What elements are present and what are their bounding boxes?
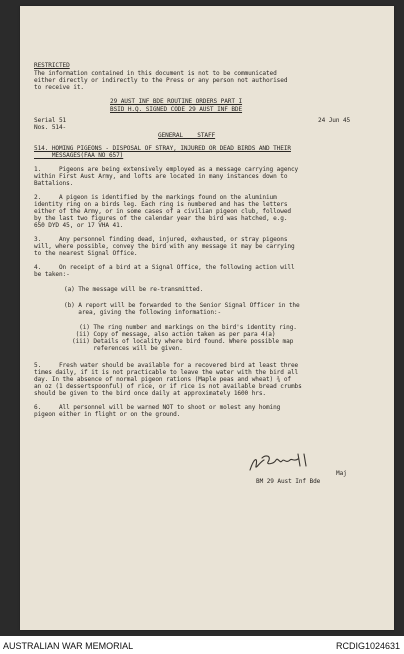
restricted-heading: RESTRICTED (34, 62, 70, 69)
para4b-item-iii: (iii) Details of locality where bird found. Where possible map (72, 338, 294, 345)
serial-number: Serial 51 (34, 117, 67, 124)
para1-line-3: Battalions. (34, 180, 74, 187)
para1-line-2: within First Aust Army, and lofts are located in many instances down to (34, 173, 288, 180)
para1-line-1: 1. Pigeons are being extensively employed as a message carrying agency (34, 166, 299, 173)
para5-line-4: an oz (1 dessertspoonful) of rice, or if rice is not available bread crumbs (34, 383, 302, 390)
document-page (20, 6, 394, 630)
para4-line-2: be taken:- (34, 271, 70, 278)
para5-line-3: day. In the absence of normal pigeon rations (Maple peas and wheat) ¾ of (34, 376, 291, 383)
para5-line-2: times daily, if it is not practicable to leave the water with the bird all (34, 369, 299, 376)
header-line-1: 29 AUST INF BDE ROUTINE ORDERS PART I (110, 98, 243, 105)
para2-line-3: either of the Army, or in some cases of a civilian pigeon club, followed (34, 208, 291, 215)
para2-line-4: by the last two figures of the calendar year the bird was hatched, e.g. (34, 215, 288, 222)
order-date: 24 Jun 45 (318, 117, 351, 124)
para4b-item-iii-cont: references will be given. (72, 345, 183, 352)
footer-archive-name: AUSTRALIAN WAR MEMORIAL (3, 641, 134, 651)
para5-line-5: should be given to the bird once daily at approximately 1600 hrs. (34, 390, 266, 397)
para4b-item-i: (i) The ring number and markings on the bird's identity ring. (72, 324, 297, 331)
para2-line-2: identity ring on a birds leg. Each ring is numbered and has the letters (34, 201, 288, 208)
para6-line-1: 6. All personnel will be warned NOT to shoot or molest any homing (34, 404, 281, 411)
nos-number: Nos. 514- (34, 124, 67, 131)
para6-line-2: pigeon either in flight or on the ground. (34, 411, 181, 418)
item-title-1: 514. HOMING PIGEONS - DISPOSAL OF STRAY, INJURED OR DEAD BIRDS AND THEIR (34, 145, 291, 152)
para3-line-2: will, where possible, convey the bird with any message it may be carrying (34, 243, 295, 250)
header-line-2: BSID H.Q. SIGNED CODE 29 AUST INF BDE (110, 106, 243, 113)
section-heading: GENERAL STAFF (158, 132, 216, 139)
notice-line-1: The information contained in this document is not to be communicated (34, 70, 277, 77)
handwritten-signature (246, 452, 316, 474)
para3-line-1: 3. Any personnel finding dead, injured, exhausted, or stray pigeons (34, 236, 288, 243)
notice-line-3: to receive it. (34, 84, 84, 91)
signature-rank: Maj (336, 470, 347, 477)
para4b-line-2: area, giving the following information:- (64, 309, 222, 316)
para4a: (a) The message will be re-transmitted. (64, 286, 204, 293)
archive-footer (0, 637, 404, 654)
para4-line-1: 4. On receipt of a bird at a Signal Office, the following action will (34, 264, 295, 271)
signature-unit: BM 29 Aust Inf Bde (256, 478, 321, 485)
para5-line-1: 5. Fresh water should be available for a recovered bird at least three (34, 362, 299, 369)
para4b-item-ii: (ii) Copy of message, also action taken as per para 4(a) (72, 331, 276, 338)
footer-record-id: RCDIG1024631 (335, 641, 400, 651)
para2-line-1: 2. A pigeon is identified by the markings found on the aluminium (34, 194, 277, 201)
para2-line-5: 650 DYD 45, or 17 VHA 41. (34, 222, 124, 229)
para3-line-3: to the nearest Signal Office. (34, 250, 138, 257)
notice-line-2: either directly or indirectly to the Press or any person not authorised (34, 77, 288, 84)
item-title-2: MESSAGES(FAA NO 657) (34, 152, 124, 159)
para4b-line-1: (b) A report will be forwarded to the Senior Signal Officer in the (64, 302, 300, 309)
